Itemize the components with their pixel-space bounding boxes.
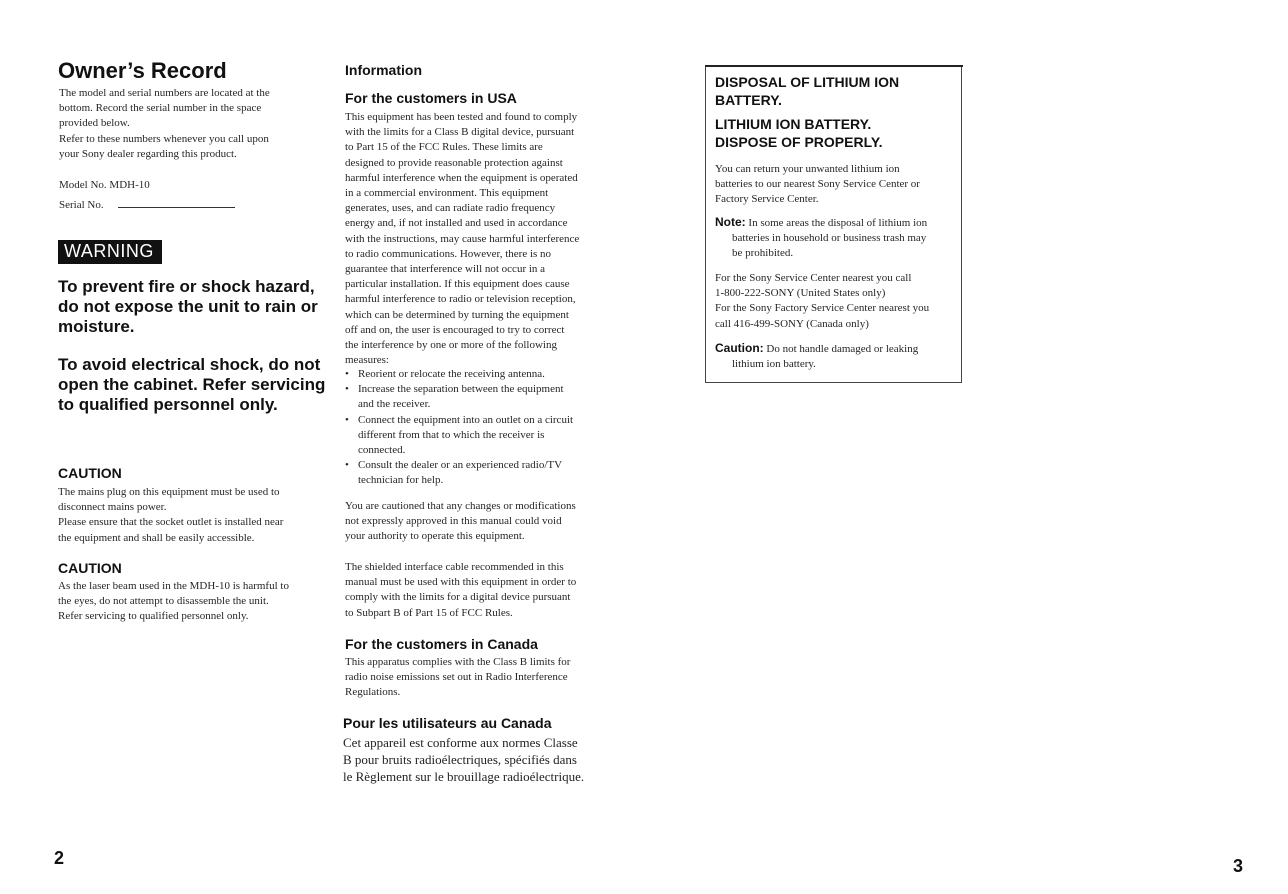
canada-statement [345, 655, 615, 701]
text-line: You can return your unwanted lithium ion [715, 163, 900, 175]
text-line: Connect the equipment into an outlet on a circuit [358, 413, 574, 426]
list-item [345, 458, 615, 488]
bullet-icon: • [345, 368, 349, 380]
text-line: not expressly approved in this manual could void [345, 515, 562, 528]
serial-number-label: Serial No. [59, 199, 104, 211]
text-line: le Règlement sur le brouillage radioélectrique. [343, 769, 585, 784]
canada-french-heading: Pour les utilisateurs au Canada [343, 715, 552, 731]
text-line: energy and, if not installed and used in accordance [345, 217, 568, 230]
text-line: and the receiver. [358, 398, 431, 411]
list-item [345, 413, 615, 459]
text-line: The mains plug on this equipment must be used to [58, 486, 280, 498]
text-line: disconnect mains power. [58, 501, 167, 514]
owners-record-intro [59, 86, 304, 162]
battery-return-text [715, 162, 955, 208]
text-line: to Part 15 of the FCC Rules. These limits are [345, 141, 543, 154]
information-heading: Information [345, 62, 422, 78]
note-label: Note: [715, 215, 746, 229]
caution-label: Caution: [715, 341, 764, 355]
text-line: which can be determined by turning the equipment [345, 308, 569, 321]
lithium-battery-heading [715, 115, 955, 151]
text-line: For the Sony Service Center nearest you call [715, 272, 912, 284]
text-line: DISPOSAL OF LITHIUM ION [715, 74, 900, 90]
fire-shock-hazard-warning: To prevent fire or shock hazard, do not expose the unit to rain or moisture. [58, 277, 318, 336]
text-line: batteries to our nearest Sony Service Center or [715, 178, 920, 191]
text-line: Reorient or relocate the receiving antenna. [358, 368, 545, 380]
text-line: As the laser beam used in the MDH-10 is harmful to [58, 580, 289, 592]
canada-customers-heading: For the customers in Canada [345, 636, 538, 652]
text-line: BATTERY. [715, 92, 782, 108]
battery-handling-caution [715, 341, 955, 372]
text-line: 1-800-222-SONY (United States only) [715, 287, 886, 300]
text-line: In some areas the disposal of lithium ion [748, 217, 928, 229]
text-line: comply with the limits for a digital device pursuant [345, 591, 571, 604]
text-line: Refer servicing to qualified personnel only. [58, 610, 249, 623]
text-line: Regulations. [345, 686, 401, 699]
text-line: with the limits for a Class B digital device, pursuant [345, 126, 575, 139]
interference-measures-list [345, 367, 615, 489]
text-line: Refer to these numbers whenever you call upon [59, 132, 269, 145]
text-line: Factory Service Center. [715, 193, 819, 206]
service-center-info [715, 271, 960, 332]
text-line: LITHIUM ION BATTERY. [715, 116, 872, 132]
text-line: B pour bruits radioélectriques, spécifiés dans [343, 752, 577, 767]
text-line: Increase the separation between the equipment [358, 383, 564, 396]
text-line: measures: [345, 354, 389, 367]
usa-customers-heading: For the customers in USA [345, 90, 517, 106]
canada-french-statement [343, 734, 633, 785]
text-line: particular installation. If this equipment does cause [345, 278, 570, 291]
text-line: your Sony dealer regarding this product. [59, 147, 237, 160]
text-line: This equipment has been tested and found to comply [345, 111, 578, 123]
text-line: technician for help. [358, 474, 444, 487]
text-line: The model and serial numbers are located at the [59, 87, 270, 99]
bullet-icon: • [345, 383, 349, 396]
text-line: guarantee that interference will not occur in a [345, 263, 546, 276]
box-top-rule [705, 65, 963, 67]
mains-plug-caution [58, 485, 318, 546]
electrical-shock-warning: To avoid electrical shock, do not open the cabinet. Refer servicing to qualified personnel only. [58, 355, 326, 414]
page-number-left: 2 [54, 848, 65, 868]
text-line: to radio communications. However, there is no [345, 247, 552, 260]
list-item [345, 367, 615, 382]
text-line: Do not handle damaged or leaking [766, 343, 919, 355]
text-line: your authority to operate this equipment. [345, 530, 525, 543]
text-line: to Subpart B of Part 15 of FCC Rules. [345, 606, 513, 619]
text-line: This apparatus complies with the Class B limits for [345, 656, 571, 668]
owners-record-title: Owner’s Record [58, 58, 227, 83]
bullet-icon: • [345, 413, 349, 426]
text-line: different from that to which the receiver is [358, 428, 545, 441]
text-line: harmful interference to radio or television reception, [345, 293, 576, 306]
text-line: For the Sony Factory Service Center nearest you [715, 302, 930, 315]
bullet-icon: • [345, 459, 349, 472]
text-line: harmful interference when the equipment is operated [345, 171, 578, 184]
text-line: be prohibited. [732, 247, 794, 260]
text-line: the interference by one or more of the following [345, 339, 557, 352]
text-line: generates, uses, and can radiate radio frequency [345, 202, 556, 215]
text-line: radio noise emissions set out in Radio Interference [345, 671, 568, 684]
text-line: the eyes, do not attempt to disassemble the unit. [58, 595, 269, 608]
text-line: lithium ion battery. [732, 358, 816, 371]
text-line: bottom. Record the serial number in the space [59, 102, 262, 115]
disposal-note [715, 215, 955, 262]
text-line: in a commercial environment. This equipment [345, 187, 549, 200]
text-line: the equipment and shall be easily accessible. [58, 531, 255, 544]
text-line: Cet appareil est conforme aux normes Classe [343, 735, 578, 750]
text-line: designed to provide reasonable protection against [345, 156, 563, 169]
caution-heading: CAUTION [58, 465, 122, 481]
text-line: manual must be used with this equipment in order to [345, 576, 577, 589]
text-line: call 416-499-SONY (Canada only) [715, 317, 869, 330]
text-line: with the instructions, may cause harmful interference [345, 232, 580, 245]
model-number: Model No. MDH-10 [59, 179, 150, 191]
text-line: Please ensure that the socket outlet is installed near [58, 516, 284, 529]
disposal-heading [715, 73, 955, 109]
caution-heading: CAUTION [58, 560, 122, 576]
text-line: batteries in household or business trash may [732, 232, 927, 245]
modifications-caution [345, 499, 615, 545]
page-number-right: 3 [1233, 856, 1244, 876]
warning-label: WARNING [58, 240, 162, 264]
text-line: You are cautioned that any changes or modifications [345, 500, 576, 512]
serial-number-blank-line [118, 207, 235, 208]
text-line: provided below. [59, 117, 130, 130]
text-line: Consult the dealer or an experienced radio/TV [358, 459, 563, 472]
text-line: The shielded interface cable recommended in this [345, 561, 564, 573]
list-item [345, 382, 615, 412]
fcc-statement [345, 110, 615, 368]
text-line: off and on, the user is encouraged to try to correct [345, 323, 565, 336]
text-line: connected. [358, 444, 406, 457]
laser-caution [58, 579, 318, 625]
text-line: DISPOSE OF PROPERLY. [715, 134, 883, 150]
shielded-cable-notice [345, 560, 615, 621]
